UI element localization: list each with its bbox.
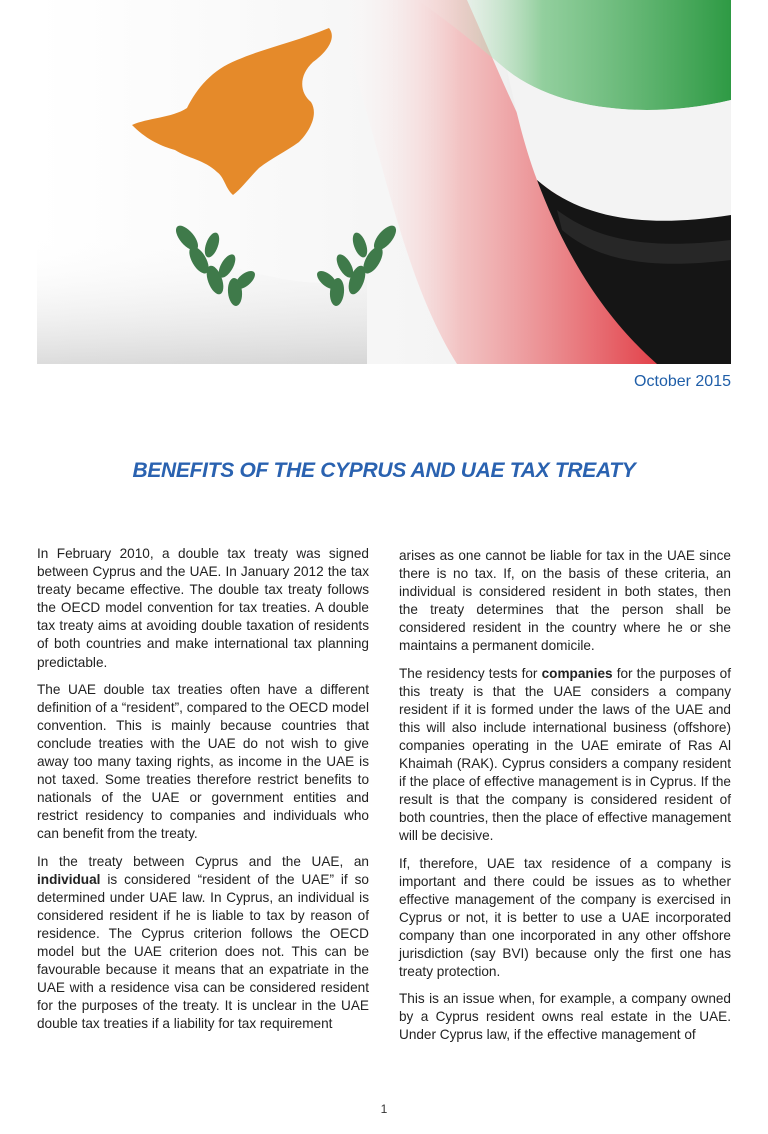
- bold-term-individual: individual: [37, 871, 101, 887]
- cyprus-uae-flags-illustration: [37, 0, 731, 364]
- right-text-column: [399, 547, 731, 1053]
- paragraph-text: In the treaty between Cyprus and the UAE, an: [37, 853, 369, 869]
- paragraph: In February 2010, a double tax treaty was signed between Cyprus and the UAE. In January 2012 the tax treaty became effective. The double tax treaty follows the OECD model convention for tax treaties. A double tax treaty aims at avoiding double taxation of residents of both countries and make international tax planning predictable.: [37, 546, 369, 670]
- paragraph-text: is considered “resident of the UAE” if so determined under UAE law. In Cyprus, an individual is considered resident if he is liable to tax by reason of residence. The Cyprus criterion follows the OECD model but the UAE criterion does not. This can be favourable because it means that an expatriate in the UAE with a residence visa can be considered resident for the purposes of the treaty. It is unclear in the UAE double tax treaties if a liability for tax requirement: [37, 871, 369, 1032]
- paragraph-text: for the purposes of this treaty is that the UAE considers a company resident if it is formed under the laws of the UAE and this will also include international business (offshore) companies operating in the UAE emirate of Ras Al Khaimah (RAK). Cyprus considers a company resident if the place of effective management is in Cyprus. If the result is that the company is considered resident of both countries, then the place of effective management will be decisive.: [399, 665, 732, 844]
- paragraph: The UAE double tax treaties often have a different definition of a “resident”, compared to the OECD model convention. This is mainly because countries that conclude treaties with the UAE do not wish to give away too many taxing rights, as income in the UAE is not taxed. Some treaties therefore restrict benefits to nationals of the UAE or government entities and restrict residency to companies and individuals who can benefit from the treaty.: [37, 681, 369, 842]
- paragraph: arises as one cannot be liable for tax in the UAE since there is no tax. If, on the basis of these criteria, an individual is considered resident in both states, then the treaty determines that the person shall be considered resident in the country where he or she maintains a permanent domicile.: [399, 548, 731, 654]
- paragraph-text: The residency tests for: [399, 665, 538, 681]
- document-title: BENEFITS OF THE CYPRUS AND UAE TAX TREATY: [132, 459, 636, 482]
- publication-date: October 2015: [634, 373, 731, 390]
- paragraph: This is an issue when, for example, a company owned by a Cyprus resident owns real estate in the UAE. Under Cyprus law, if the effective management of: [399, 991, 731, 1043]
- paragraph: If, therefore, UAE tax residence of a company is important and there could be issues as to whether effective management of the company is exercised in Cyprus or not, it is better to use a UAE incorporated company than one incorporated in any other offshore jurisdiction (say BVI) because only the first one has treaty protection.: [399, 855, 731, 980]
- left-text-column: [37, 545, 369, 1042]
- paragraph: [37, 853, 369, 1034]
- bold-term-companies: companies: [541, 665, 613, 681]
- flags-header-image: [37, 0, 731, 364]
- page-number: 1: [380, 1102, 388, 1116]
- paragraph: [399, 665, 731, 846]
